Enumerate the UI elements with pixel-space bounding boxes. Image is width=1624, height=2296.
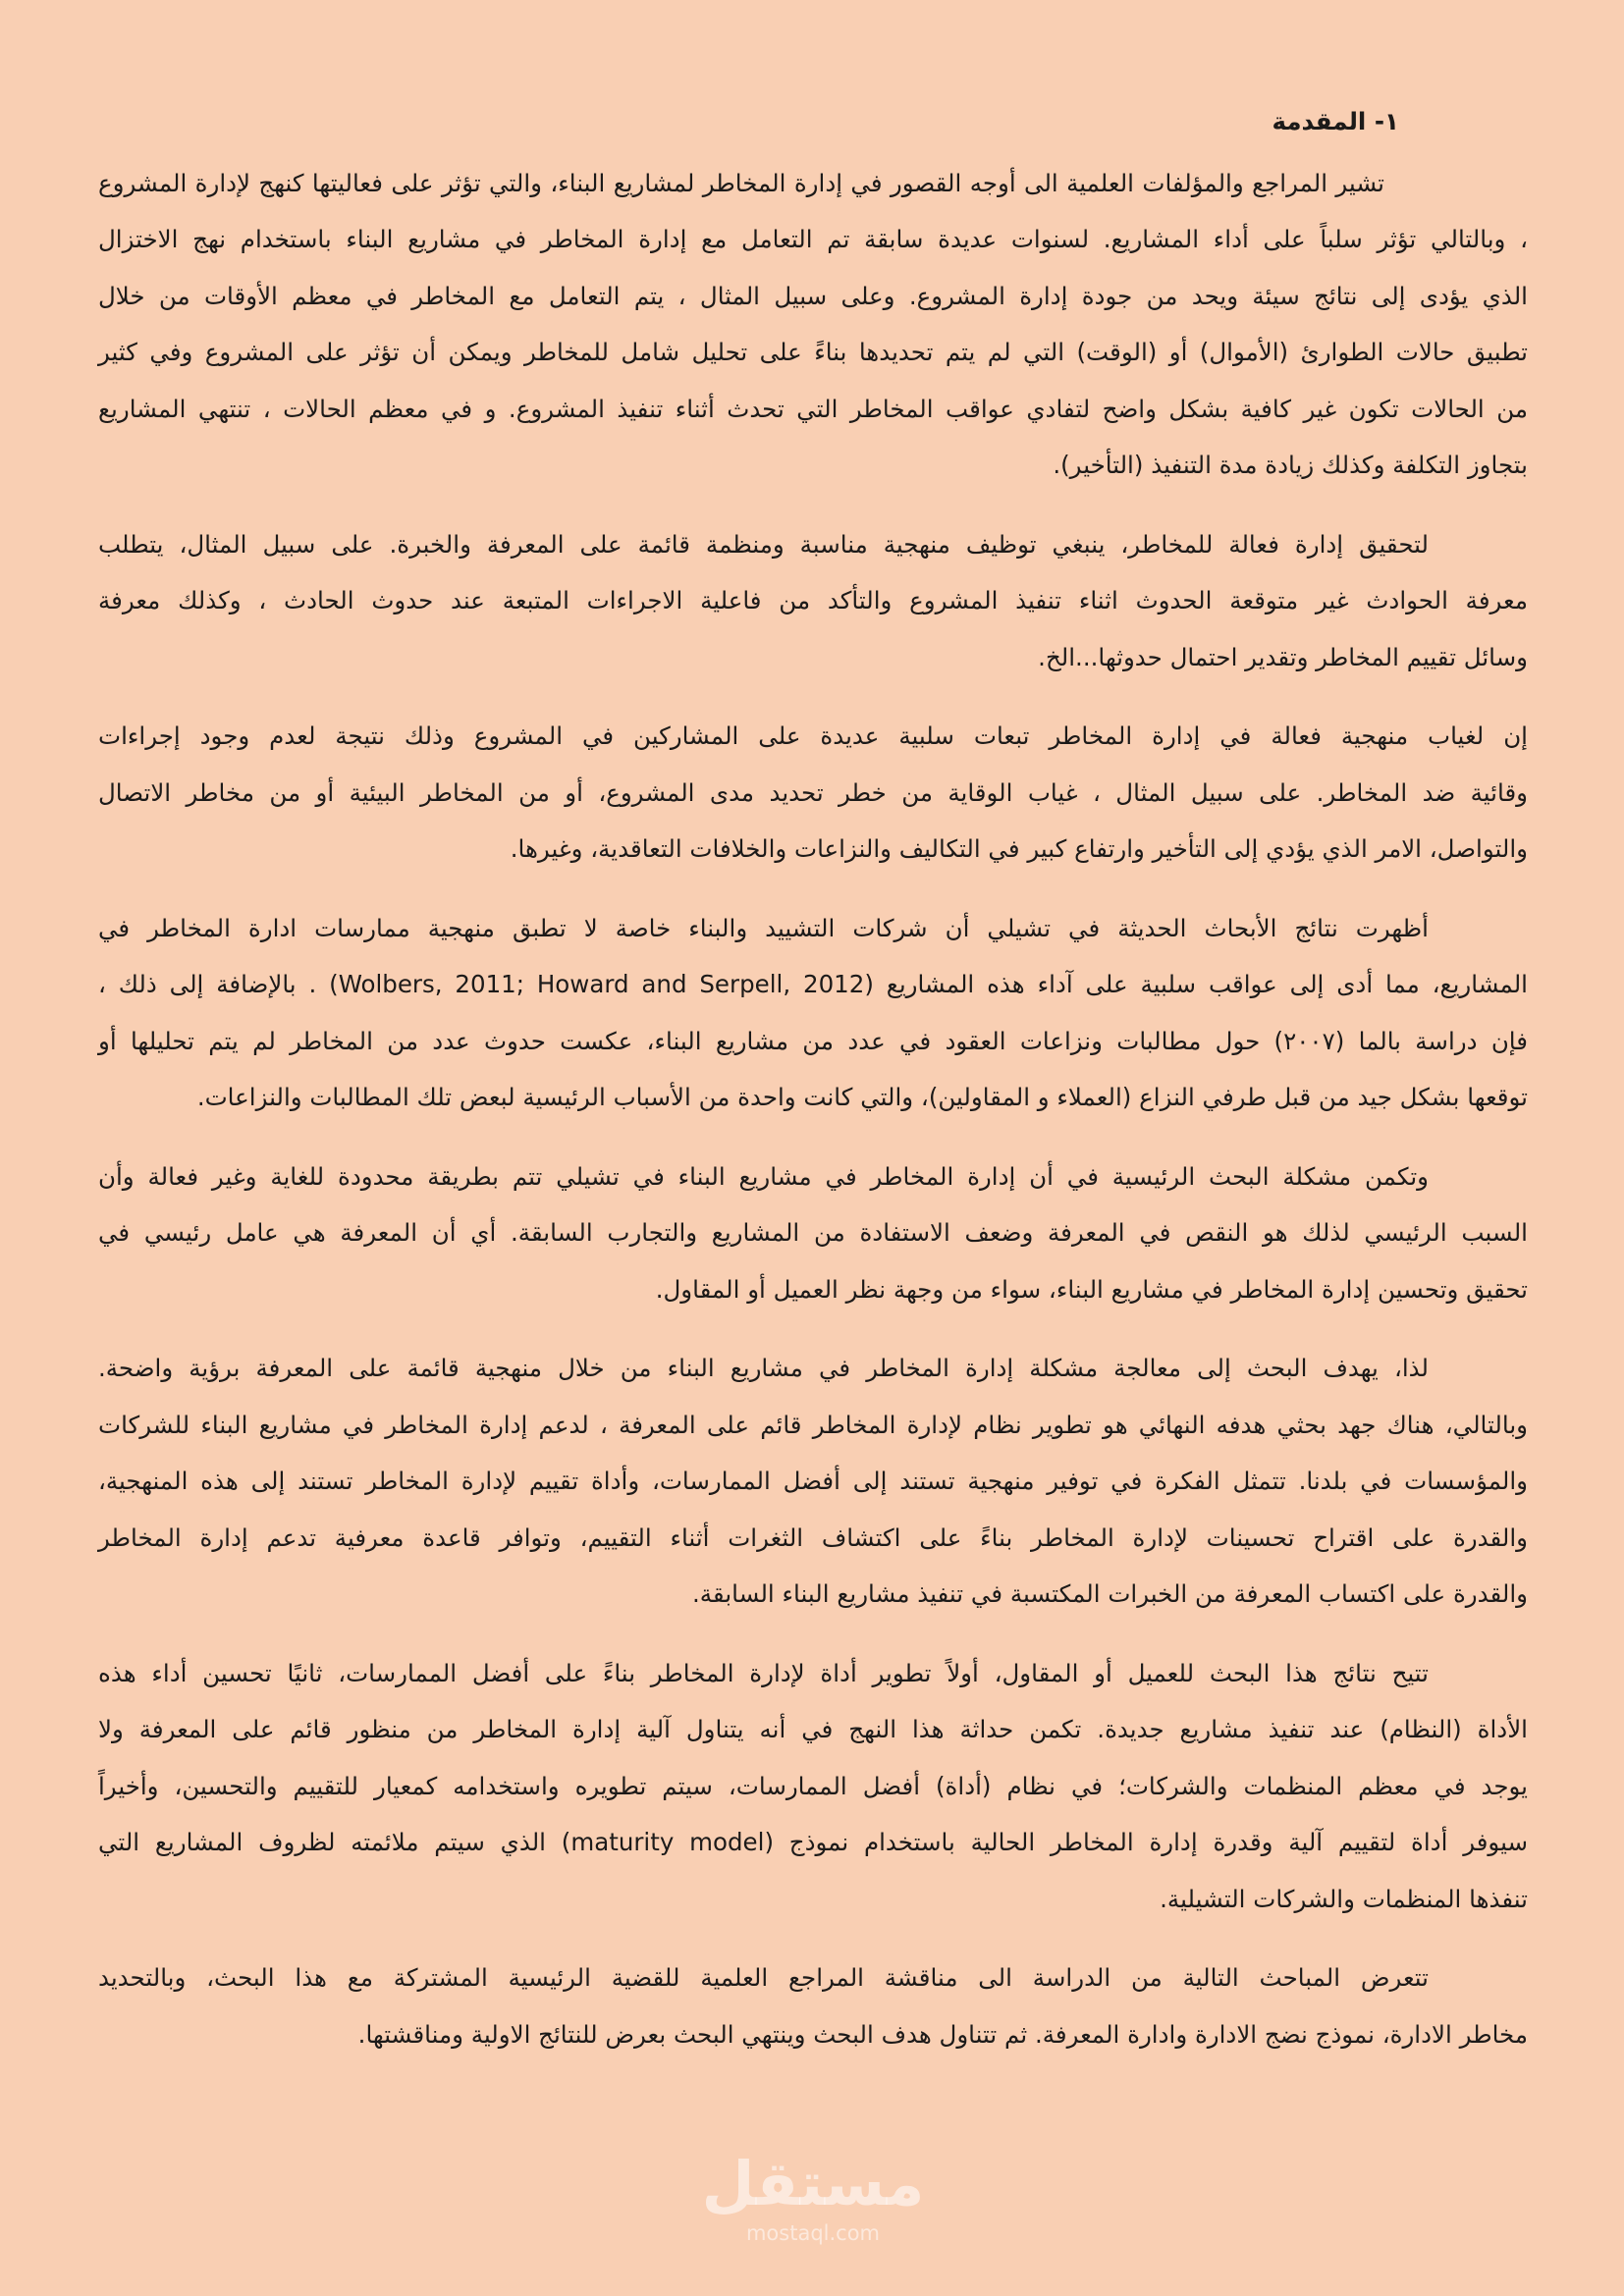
paragraph-line: وسائل تقييم المخاطر وتقدير احتمال حدوثها...الخ. xyxy=(1038,642,1528,671)
paragraph-line: من الحالات تكون غير كافية بشكل واضح لتفادي عواقب المخاطر التي تحدث أثناء تنفيذ المشروع. و في معظم الحالات ، تنتهي المشاريع xyxy=(98,394,1528,423)
paragraph-1 xyxy=(98,155,1528,494)
paragraph-line: وقائية ضد المخاطر. على سبيل المثال ، غياب الوقاية من خطر تحديد مدى المشروع، أو من المخاطر البيئية أو من مخاطر الاتصال xyxy=(98,777,1528,807)
paragraph-line: الأداة (النظام) عند تنفيذ مشاريع جديدة. تكمن حداثة هذا النهج في أنه يتناول آلية إدارة المخاطر من منظور قائم على المعرفة ولا xyxy=(98,1715,1528,1743)
paragraph-line: لذا، يهدف البحث إلى معالجة مشكلة إدارة المخاطر في مشاريع البناء من خلال منهجية قائمة على المعرفة برؤية واضحة. xyxy=(98,1354,1429,1382)
paragraph-3 xyxy=(98,708,1528,878)
paragraph-line: توقعها بشكل جيد من قبل طرفي النزاع (العملاء و المقاولين)، والتي كانت واحدة من الأسباب الرئيسية لبعض تلك المطالبات والنزاعات. xyxy=(196,1083,1528,1111)
mostaql-watermark xyxy=(666,2150,960,2246)
paragraph-line: مخاطر الادارة، نموذج نضج الادارة وادارة المعرفة. ثم تتناول هدف البحث وينتهي البحث بعرض للنتائج الاولية ومناقشتها. xyxy=(357,2019,1528,2049)
paragraph-line: تتيح نتائج هذا البحث للعميل أو المقاول، أولاً تطوير أداة لإدارة المخاطر بناءً على أفضل الممارسات، ثانيًا تحسين أداء هذه xyxy=(98,1658,1429,1687)
paragraph-line: ، وبالتالي تؤثر سلباً على أداء المشاريع. لسنوات عديدة سابقة تم التعامل مع إدارة المخاطر في مشاريع البناء باستخدام نهج الاختزال xyxy=(98,225,1528,253)
paragraph-line: سيوفر أداة لتقييم آلية وقدرة إدارة المخاطر الحالية باستخدام نموذج (maturity model) الذي سيتم ملائمته لظروف المشاريع التي xyxy=(98,1828,1529,1856)
paragraph-line: إن لغياب منهجية فعالة في إدارة المخاطر تبعات سلبية عديدة على المشاركين في المشروع وذلك نتيجة لعدم وجود إجراءات xyxy=(98,721,1528,750)
paragraph-line: أظهرت نتائج الأبحاث الحديثة في تشيلي أن شركات التشييد والبناء خاصة لا تطبق منهجية ممارسات ادارة المخاطر في xyxy=(98,913,1429,942)
paragraph-5 xyxy=(98,1148,1528,1318)
paragraph-line: معرفة الحوادث غير متوقعة الحدوث اثناء تنفيذ المشروع والتأكد من فاعلية الاجراءات المتبعة عند حدوث الحادث ، وكذلك معرفة xyxy=(98,586,1528,614)
paragraph-line: والمؤسسات في بلدنا. تتمثل الفكرة في توفير منهجية تستند إلى أفضل الممارسات، وأداة تقييم لإدارة المخاطر تستند إلى هذه المنهجية، xyxy=(98,1467,1528,1495)
paragraph-line: والقدرة على اكتساب المعرفة من الخبرات المكتسبة في تنفيذ مشاريع البناء السابقة. xyxy=(692,1579,1528,1608)
paragraph-6 xyxy=(98,1340,1528,1623)
paragraph-line: وبالتالي، هناك جهد بحثي هدفه النهائي هو تطوير نظام لإدارة المخاطر قائم على المعرفة ، لدعم إدارة المخاطر في مشاريع البناء للشركات xyxy=(98,1410,1528,1439)
paragraph-line: والقدرة على اقتراح تحسينات لإدارة المخاطر بناءً على اكتشاف الثغرات أثناء التقييم، وتوافر قاعدة معرفية تدعم إدارة المخاطر xyxy=(98,1522,1528,1552)
paragraph-7 xyxy=(98,1645,1528,1928)
paragraph-line: لتحقيق إدارة فعالة للمخاطر، ينبغي توظيف منهجية مناسبة ومنظمة قائمة على المعرفة والخبرة. على سبيل المثال، يتطلب xyxy=(98,529,1429,559)
paragraph-line: تنفذها المنظمات والشركات التشيلية. xyxy=(1160,1884,1528,1913)
watermark-url: mostaql.com xyxy=(745,2221,881,2245)
paragraph-line: وتكمن مشكلة البحث الرئيسية في أن إدارة المخاطر في مشاريع البناء في تشيلي تتم بطريقة محدودة للغاية وغير فعالة وأن xyxy=(98,1161,1429,1191)
paragraph-line: المشاريع، مما أدى إلى عواقب سلبية على آداء هذه المشاريع (Wolbers, 2011; Howard and Serpell, 2012) . بالإضافة إلى ذلك ، xyxy=(98,970,1528,998)
section-heading: ١- المقدمة xyxy=(1272,107,1399,135)
paragraph-line: تشير المراجع والمؤلفات العلمية الى أوجه القصور في إدارة المخاطر لمشاريع البناء، والتي تؤثر على فعاليتها كنهج لإدارة المشروع xyxy=(98,168,1384,197)
paragraph-line: تتعرض المباحث التالية من الدراسة الى مناقشة المراجع العلمية للقضية الرئيسية المشتركة مع هذا البحث، وبالتحديد xyxy=(98,1963,1429,1992)
watermark-logo: مستقل xyxy=(701,2148,925,2219)
paragraph-line: تطبيق حالات الطوارئ (الأموال) أو (الوقت) التي لم يتم تحديدها بناءً على تحليل شامل للمخاطر ويمكن أن تؤثر على المشروع وفي كثير xyxy=(98,338,1528,366)
paragraph-line: فإن دراسة بالما (٢٠٠٧) حول مطالبات ونزاعات العقود في عدد من مشاريع البناء، عكست حدوث عدد من المخاطر لم يتم تحليلها أو xyxy=(98,1026,1528,1055)
document-body xyxy=(98,93,1528,2062)
paragraph-2 xyxy=(98,516,1528,686)
paragraph-line: بتجاوز التكلفة وكذلك زيادة مدة التنفيذ (التأخير). xyxy=(1053,451,1528,479)
paragraph-line: يوجد في معظم المنظمات والشركات؛ في نظام (أداة) أفضل الممارسات، سيتم تطويره واستخدامه كمعيار للتقييم والتحسين، وأخيراً xyxy=(98,1771,1528,1800)
paragraph-4 xyxy=(98,900,1528,1126)
paragraph-line: والتواصل، الامر الذي يؤدي إلى التأخير وارتفاع كبير في التكاليف والنزاعات والخلافات التعاقدية، وغيرها. xyxy=(510,834,1528,863)
paragraph-line: السبب الرئيسي لذلك هو النقص في المعرفة وضعف الاستفادة من المشاريع والتجارب السابقة. أي أن المعرفة هي عامل رئيسي في xyxy=(98,1218,1528,1247)
paragraph-8 xyxy=(98,1949,1528,2062)
paragraph-line: الذي يؤدى إلى نتائج سيئة ويحد من جودة إدارة المشروع. وعلى سبيل المثال ، يتم التعامل مع المخاطر في معظم الأوقات من خلال xyxy=(98,281,1528,310)
paragraph-line: تحقيق وتحسين إدارة المخاطر في مشاريع البناء، سواء من وجهة نظر العميل أو المقاول. xyxy=(655,1274,1528,1304)
